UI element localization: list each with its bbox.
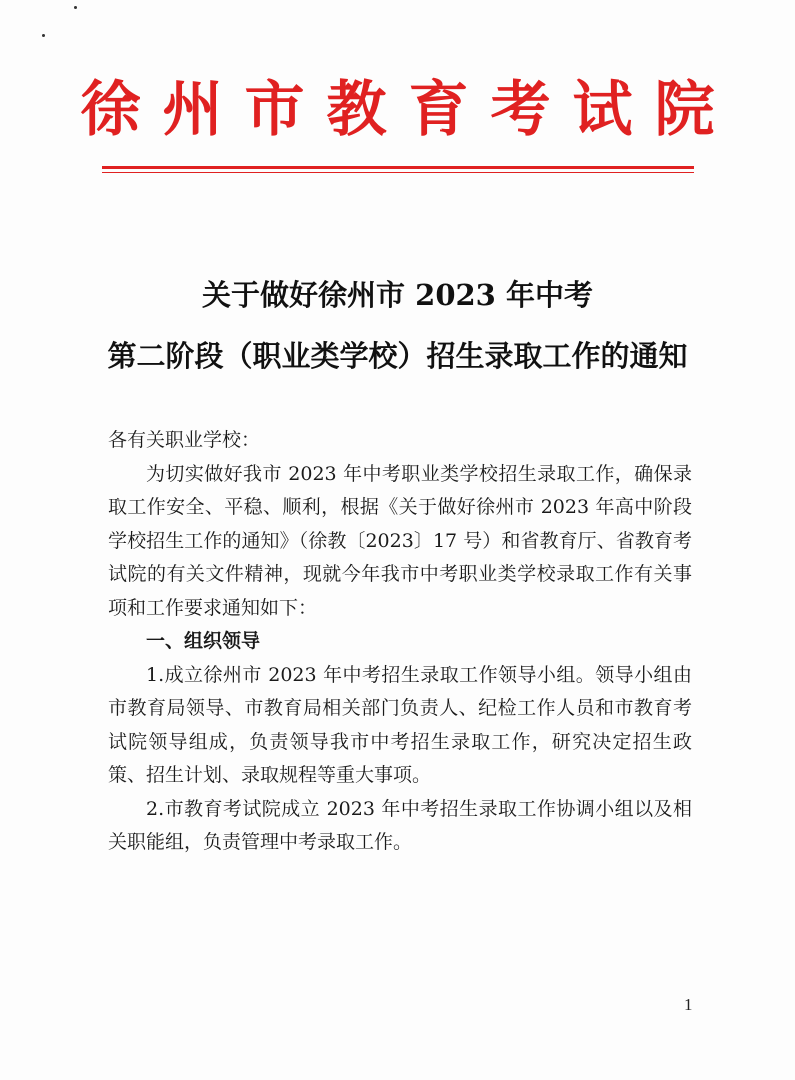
letterhead-rule-thin: [102, 172, 694, 173]
page-number: 1: [684, 995, 693, 1014]
section-heading: 一、组织领导: [146, 630, 261, 652]
list-item: 2.市教育考试院成立 2023 年中考招生录取工作协调小组以及相关职能组，负责管理中考录取工作。: [108, 797, 692, 853]
letterhead: [0, 70, 795, 150]
document-title-line2: 第二阶段（职业类学校）招生录取工作的通知: [107, 339, 688, 373]
scan-speck: [42, 34, 45, 37]
document-title-line1: 关于做好徐州市 2023 年中考: [202, 278, 593, 312]
letterhead-rule: [102, 166, 694, 169]
intro-paragraph: 为切实做好我市 2023 年中考职业类学校招生录取工作，确保录取工作安全、平稳、顺利，根据《关于做好徐州市 2023 年高中阶段学校招生工作的通知》（徐教〔2023〕17 号）和省教育厅、省教育考试院的有关文件精神，现就今年我市中考职业类学校录取工作有关事项和工作要求通知如下：: [108, 462, 692, 619]
list-item: 1.成立徐州市 2023 年中考招生录取工作领导小组。领导小组由市教育局领导、市教育局相关部门负责人、纪检工作人员和市教育考试院领导组成，负责领导我市中考招生录取工作，研究决定招生政策、招生计划、录取规程等重大事项。: [108, 663, 692, 786]
organization-title: 徐州市教育考试院: [80, 75, 737, 145]
scan-speck: [74, 6, 77, 9]
document-body: [108, 424, 692, 860]
salutation: 各有关职业学校：: [108, 429, 261, 451]
